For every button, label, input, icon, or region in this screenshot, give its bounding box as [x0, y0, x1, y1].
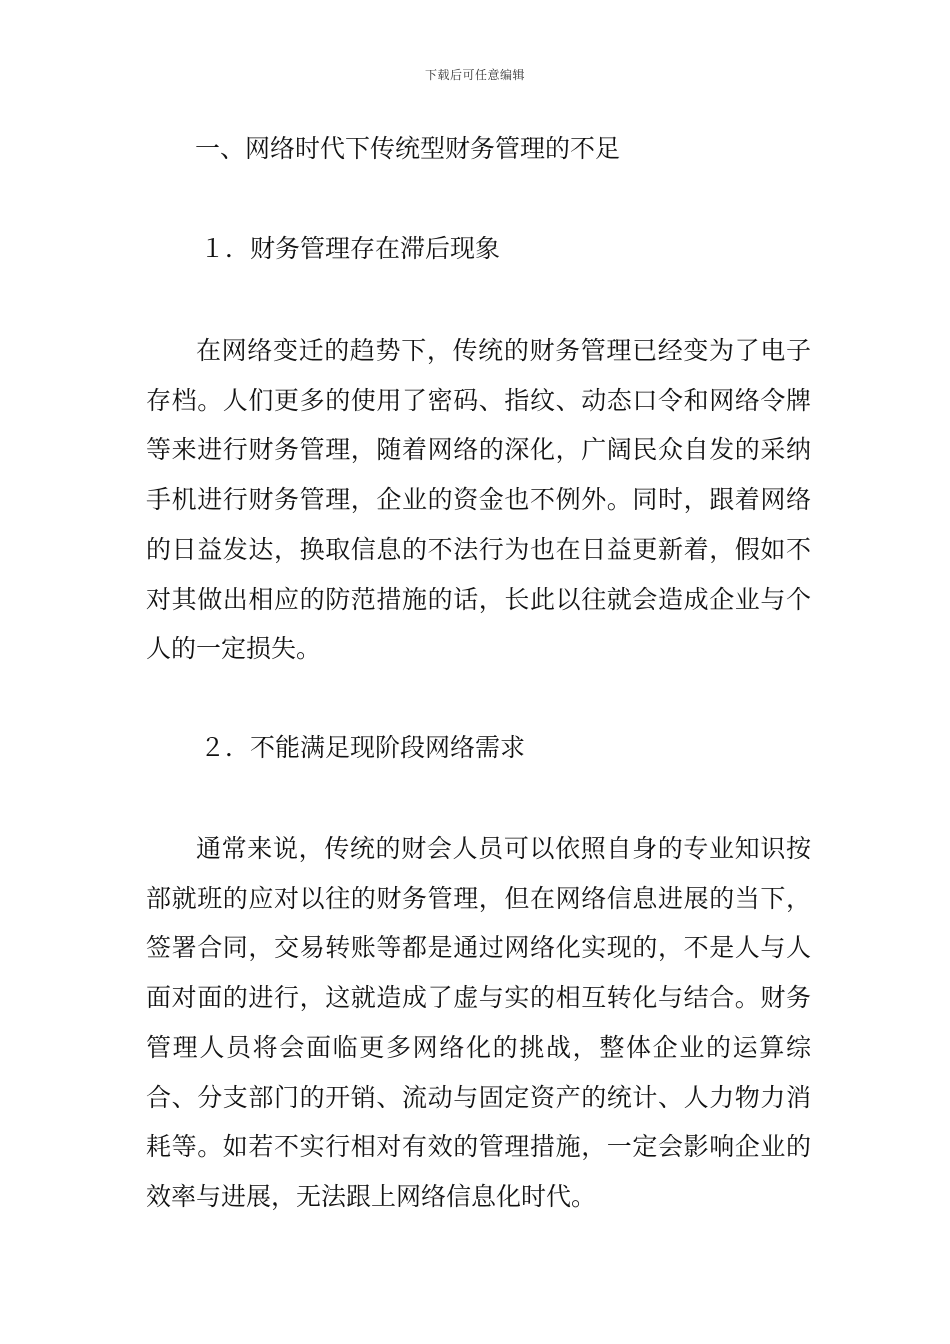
- subsection-heading-2: ２．不能满足现阶段网络需求: [200, 733, 526, 762]
- page-header-note: 下载后可任意编辑: [424, 68, 525, 82]
- subsection-heading-1: １．财务管理存在滞后现象: [200, 234, 501, 263]
- body-paragraph-2: 通常来说，传统的财会人员可以依照自身的专业知识按部就班的应对以往的财务管理，但在网络信息进展的当下，签署合同，交易转账等都是通过网络化实现的，不是人与人面对面的进行，这就造成了虚与实的相互转化与结合。财务管理人员将会面临更多网络化的挑战，整体企业的运算综合、分支部门的开销、流动与固定资产的统计、人力物力消耗等。如若不实行相对有效的管理措施，一定会影响企业的效率与进展，无法跟上网络信息化时代。: [146, 834, 811, 1211]
- section-title: 一、网络时代下传统型财务管理的不足: [195, 134, 621, 163]
- body-paragraph-1: 在网络变迁的趋势下，传统的财务管理已经变为了电子存档。人们更多的使用了密码、指纹、动态口令和网络令牌等来进行财务管理，随着网络的深化，广阔民众自发的采纳手机进行财务管理，企业的资金也不例外。同时，跟着网络的日益发达，换取信息的不法行为也在日益更新着，假如不对其做出相应的防范措施的话，长此以往就会造成企业与个人的一定损失。: [146, 336, 811, 664]
